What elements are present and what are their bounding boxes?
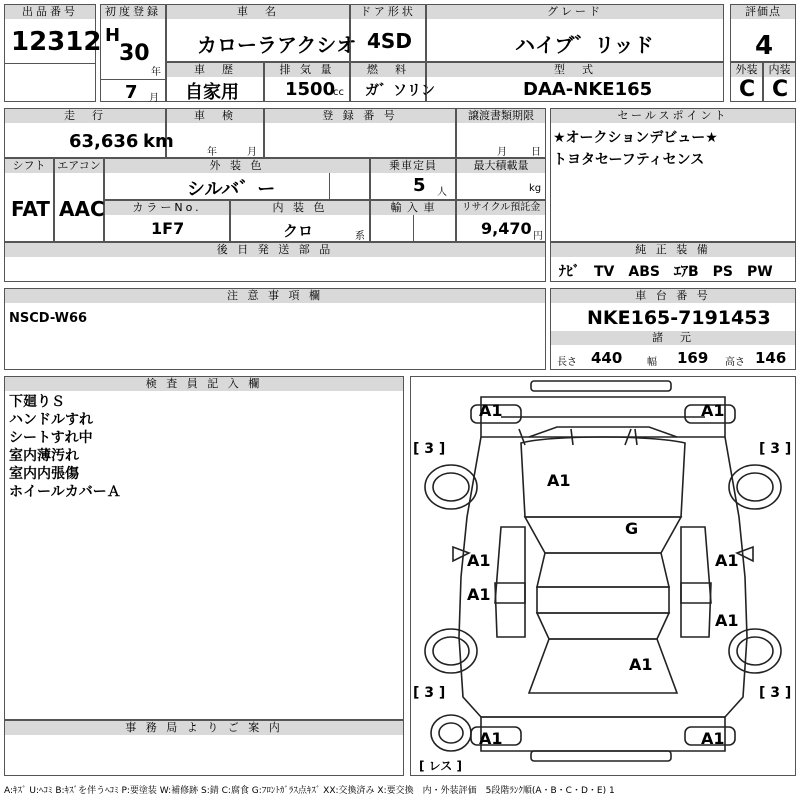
seats: 5 [413,175,426,196]
height-label: 高さ [725,357,745,368]
damage-rear-right: A1 [701,729,725,748]
sales-label: セールスポイント [551,109,795,123]
inspect-label: 車 検 [167,109,263,123]
sales-line-1: ★オークションデビュー★ [553,130,718,146]
door-box [350,4,426,62]
tire-front-left: [ 3 ] [413,441,446,457]
damage-left-door: A1 [467,585,491,604]
tire-front-right: [ 3 ] [759,441,792,457]
seats-label: 乗車定員 [371,159,455,173]
color-number: 1F7 [151,219,185,238]
office-box [4,720,404,776]
seats-box [370,158,456,200]
recycle-label: リサイクル預託金 [457,201,545,215]
notes-text: NSCD-W66 [9,311,88,326]
displacement-box [264,62,350,102]
displacement: 1500 [285,79,336,100]
damage-hood: A1 [547,471,571,490]
disp-unit: cc [333,87,344,98]
model-box [426,62,724,102]
width-label: 幅 [647,357,657,368]
exterior-box [730,62,763,102]
grade-label: グレード [427,5,723,19]
mileage-unit: km [143,131,174,152]
interior-color: クロ [283,222,314,240]
equipment: ﾅﾋﾞ TV ABS ｴｱB PS PW [559,264,773,280]
length-label: 長さ [557,357,577,368]
damage-left-fender: A1 [467,551,491,570]
inspector-box [4,376,404,720]
fuel-box [350,62,435,102]
colorno-box [104,200,230,242]
chassis-number: NKE165-7191453 [587,307,771,329]
length: 440 [591,349,623,367]
transfer-label: 譲渡書類期限 [457,109,545,123]
equip-label: 純 正 装 備 [551,243,795,257]
mileage-box [4,108,174,158]
load-box [456,158,546,200]
damage-diagram [410,376,796,776]
fuel: ガ゛ソリン [365,83,435,99]
history-box [166,62,264,102]
inspection-box [166,108,264,158]
chassis-box [550,288,796,370]
score-label: 評価点 [731,5,795,19]
exterior-grade: C [739,77,756,102]
notes-label: 注 意 事 項 欄 [5,289,545,303]
regno-label: 登 録 番 号 [265,109,455,123]
sales-point-box [550,108,796,242]
inspector-line-1: 下廻りＳ [9,394,65,410]
transfer-box [456,108,546,158]
height: 146 [755,349,787,367]
tire-rear-right: [ 3 ] [759,685,792,701]
transfer-day-unit: 日 [531,147,541,158]
transfer-month-unit: 月 [497,147,507,158]
recycle-box [456,200,546,242]
int-label: 内装 [764,63,795,77]
inspector-line-5: 室内内張傷 [9,466,79,482]
chassis-label: 車 台 番 号 [551,289,795,303]
ac-box [54,158,104,242]
damage-right-door: A1 [715,611,739,630]
door-label: ドア形状 [351,5,425,19]
history: 自家用 [185,82,239,103]
inspector-line-2: ハンドルすれ [9,412,93,428]
damage-windshield: G [625,519,639,538]
inspector-line-4: 室内薄汚れ [9,448,79,464]
regno-box [264,108,456,158]
car-outline [411,377,795,775]
interior-grade: C [772,77,789,102]
import-box [370,200,456,242]
damage-front-left: A1 [479,401,503,420]
ac-label: エアコン [55,159,103,173]
tire-rear-left: [ 3 ] [413,685,446,701]
damage-right-fender: A1 [715,551,739,570]
intcolor-label: 内 装 色 [231,201,369,215]
model-label: 型 式 [427,63,723,77]
inspector-line-3: シートすれ中 [9,430,93,446]
equipment-box [550,242,796,282]
load-label: 最大積載量 [457,159,545,173]
spec-label: 諸 元 [551,331,795,345]
later-parts-box [4,242,546,282]
shift-label: シフト [5,159,53,173]
interior-box [763,62,796,102]
first-registration-box [100,4,166,102]
recycle-fee: 9,470 [481,219,532,238]
history-label: 車 歴 [167,63,263,77]
intcolor-unit: 系 [355,231,365,242]
inspector-label: 検 査 員 記 入 欄 [5,377,403,391]
mileage: 63,636 [69,131,139,152]
inspector-line-6: ホイールカバーＡ [9,484,121,500]
ext-label: 外装 [731,63,762,77]
inspect-year-unit: 年 [207,147,217,158]
shift: FAT [11,197,50,221]
door-type: 4SD [367,29,412,53]
model: DAA-NKE165 [523,79,653,100]
grade: ハイブ゛リッド [515,33,654,57]
width: 169 [677,349,709,367]
colorno-label: カラーNo. [105,201,229,215]
office-label: 事 務 局 よ り ご 案 内 [5,721,403,735]
score-box [730,4,796,62]
damage-front-right: A1 [701,401,725,420]
later-label: 後 日 発 送 部 品 [5,243,545,257]
name-label: 車 名 [167,5,349,19]
damage-rear-left: A1 [479,729,503,748]
year-unit: 年 [151,67,161,78]
score: 4 [755,31,774,61]
color-box [104,158,370,200]
grade-box [426,4,724,62]
legend: A:ｷｽﾞ U:ﾍｺﾐ B:ｷｽﾞを伴うﾍｺﾐ P:要塗装 W:補修跡 S:錆 C:腐食 G:ﾌﾛﾝﾄｶﾞﾗｽ点ｷｽﾞ XX:交換済み X:要交換 内・外装評価 5段階ﾗﾝｸ順(A・B・C・D・E) 1 [4,786,615,796]
car-name: カローラアクシオ [197,33,357,57]
sales-line-2: トヨタセーフティセンス [553,152,705,168]
mileage-label: 走 行 [5,109,165,123]
lot-number: 12312 [11,27,102,57]
fuel-label: 燃 料 [351,63,425,77]
car-name-box [166,4,357,62]
load-unit: kg [529,183,542,194]
spare-tire: [ レス ] [419,759,462,773]
disp-label: 排 気 量 [265,63,349,77]
reg-label: 初度登録 [101,5,165,19]
intcolor-box [230,200,370,242]
import-label: 輸 入 車 [371,201,455,215]
lot-label: 出品番号 [5,5,95,19]
month-unit: 月 [149,93,159,104]
color: シルバ゛ー [187,179,276,200]
damage-trunk: A1 [629,655,653,674]
lot-box [4,4,102,102]
seats-unit: 人 [437,187,447,198]
reg-year: 30 [119,41,150,66]
notes-box [4,288,546,370]
shift-box [4,158,54,242]
reg-month: 7 [125,82,138,103]
ac: AAC [59,197,105,221]
color-label: 外 装 色 [105,159,369,173]
recycle-unit: 円 [533,231,543,242]
era: H [105,25,121,46]
inspect-month-unit: 月 [247,147,257,158]
